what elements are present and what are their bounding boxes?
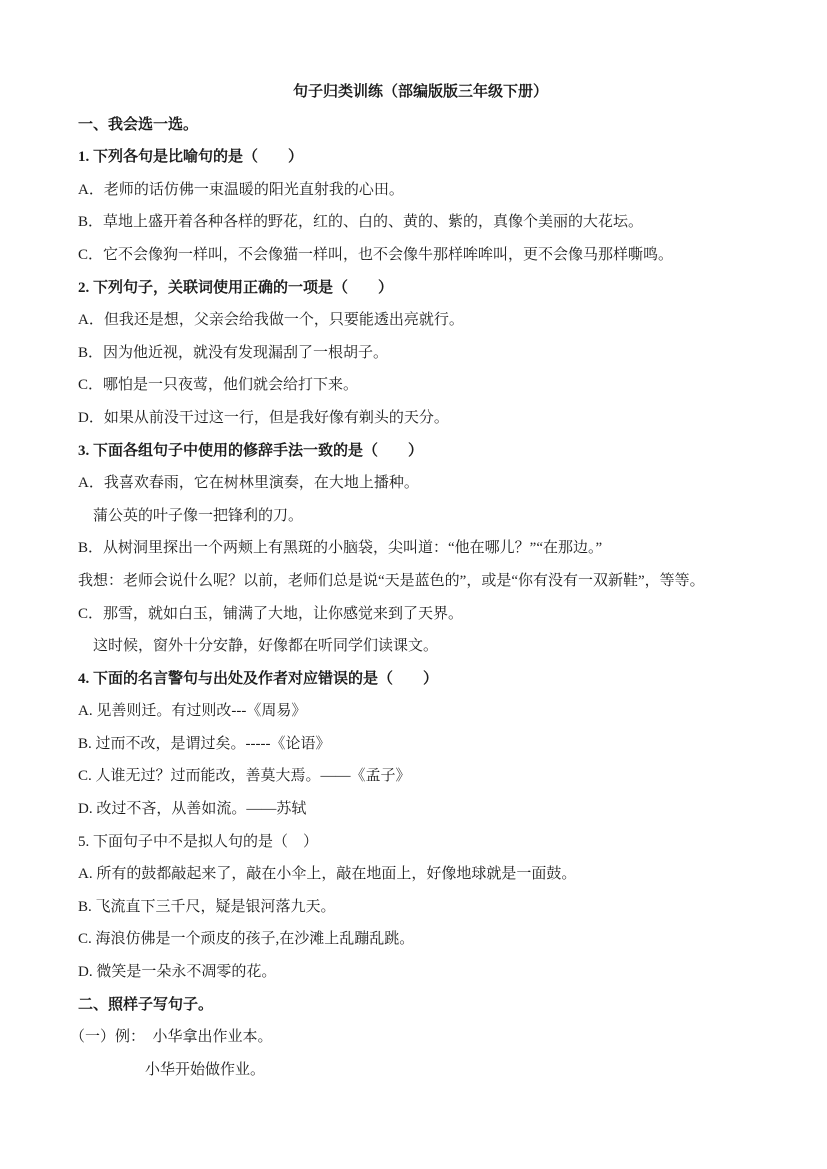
- question-1-option-b: B．草地上盛开着各种各样的野花，红的、白的、黄的、紫的，真像个美丽的大花坛。: [78, 214, 644, 231]
- question-5-stem: 5. 下面句子中不是拟人句的是（ ）: [78, 833, 319, 850]
- question-3-option-c: C．那雪，就如白玉，铺满了大地，让你感觉来到了天界。: [78, 605, 464, 622]
- question-3-option-a-continued: 蒲公英的叶子像一把锋利的刀。: [93, 507, 304, 524]
- section-2-example-line-1: （一）例： 小华拿出作业本。: [70, 1029, 273, 1046]
- question-1-stem: 1. 下列各句是比喻句的是（ ）: [78, 149, 304, 166]
- question-4-option-d: D. 改过不吝，从善如流。——苏轼: [78, 801, 307, 818]
- question-5-option-c: C. 海浪仿佛是一个顽皮的孩子,在沙滩上乱蹦乱跳。: [78, 931, 415, 948]
- question-3-option-a: A．我喜欢春雨，它在树林里演奏，在大地上播种。: [78, 475, 419, 492]
- question-1-option-c: C．它不会像狗一样叫，不会像猫一样叫，也不会像牛那样哞哞叫，更不会像马那样嘶鸣。: [78, 246, 674, 263]
- question-3-stem: 3. 下面各组句子中使用的修辞手法一致的是（ ）: [78, 442, 424, 459]
- question-4-option-a: A. 见善则迁。有过则改---《周易》: [78, 703, 307, 720]
- question-3-option-b-continued: 我想：老师会说什么呢？以前，老师们总是说“天是蓝色的”，或是“你有没有一双新鞋”，等等。: [78, 572, 705, 589]
- question-2-option-d: D．如果从前没干过这一行，但是我好像有剃头的天分。: [78, 409, 449, 426]
- question-5-option-a: A. 所有的鼓都敲起来了，敲在小伞上，敲在地面上，好像地球就是一面鼓。: [78, 866, 577, 883]
- question-2-stem: 2. 下列句子，关联词使用正确的一项是（ ）: [78, 279, 394, 296]
- question-4-stem: 4. 下面的名言警句与出处及作者对应错误的是（ ）: [78, 670, 439, 687]
- question-2-option-a: A．但我还是想，父亲会给我做一个，只要能透出亮就行。: [78, 312, 464, 329]
- question-2-option-c: C．哪怕是一只夜莺，他们就会给打下来。: [78, 377, 359, 394]
- question-3-option-b: B．从树洞里探出一个两颊上有黑斑的小脑袋，尖叫道：“他在哪儿？”“在那边。”: [78, 540, 603, 557]
- question-1-option-a: A．老师的话仿佛一束温暖的阳光直射我的心田。: [78, 181, 404, 198]
- section-1-heading: 一、我会选一选。: [78, 116, 199, 133]
- section-2-example-line-2: 小华开始做作业。: [145, 1061, 266, 1078]
- question-4-option-b: B. 过而不改，是谓过矣。-----《论语》: [78, 735, 331, 752]
- question-3-option-c-continued: 这时候，窗外十分安静，好像都在听同学们读课文。: [93, 638, 439, 655]
- section-2-heading: 二、照样子写句子。: [78, 996, 214, 1013]
- doc-title: 句子归类训练（部编版版三年级下册）: [292, 84, 548, 100]
- question-5-option-b: B. 飞流直下三千尺，疑是银河落九天。: [78, 898, 336, 915]
- question-4-option-c: C. 人谁无过？过而能改，善莫大焉。——《孟子》: [78, 768, 411, 785]
- question-2-option-b: B．因为他近视，就没有发现漏刮了一根胡子。: [78, 344, 389, 361]
- question-5-option-d: D. 微笑是一朵永不凋零的花。: [78, 964, 277, 981]
